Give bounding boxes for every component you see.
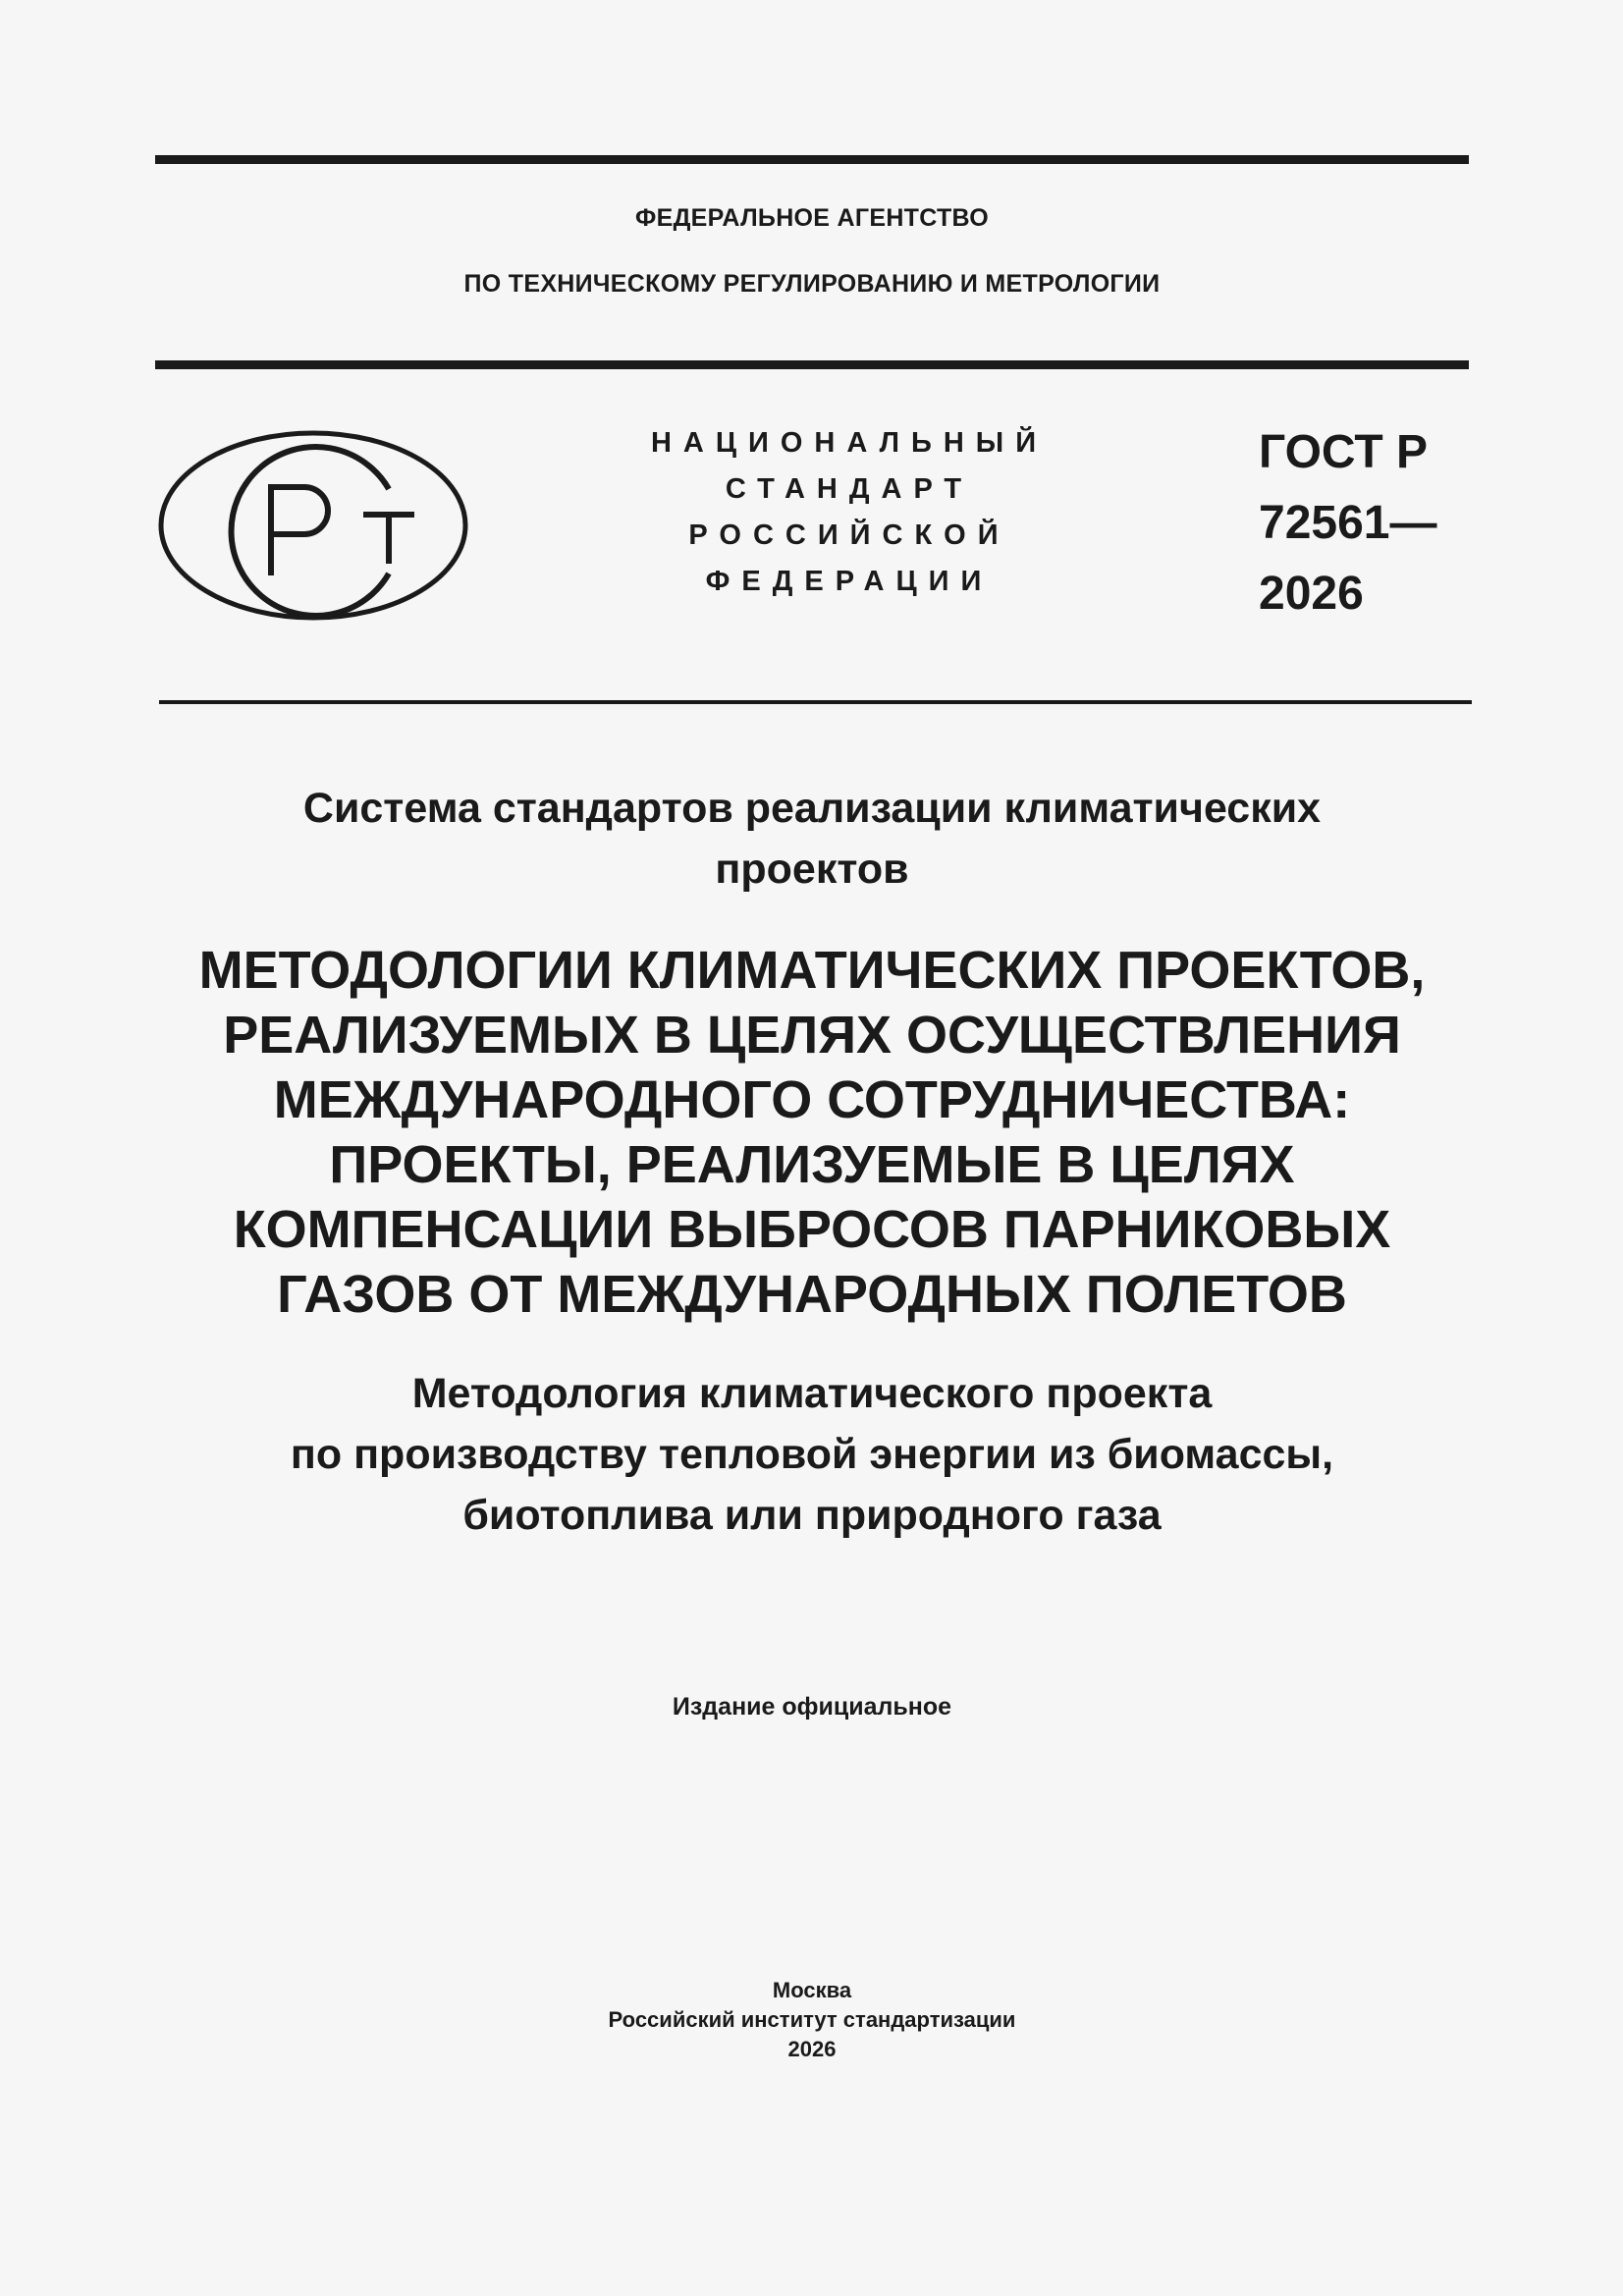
designation-line: 72561— [1259,497,1437,549]
middle-rule [155,360,1469,369]
imprint-year: 2026 [787,2037,837,2061]
agency-name-line-2: ПО ТЕХНИЧЕСКОМУ РЕГУЛИРОВАНИЮ И МЕТРОЛОГИИ [463,270,1161,298]
national-standard-line: ФЕДЕРАЦИИ [705,566,994,597]
gost-r-emblem-icon [157,428,469,623]
national-standard-line: РОССИЙСКОЙ [688,519,1010,551]
national-standard-label [604,420,1095,605]
series-title [155,778,1469,900]
subtitle-line: Методология климатического проекта [411,1370,1213,1417]
main-title-line: ГАЗОВ ОТ МЕЖДУНАРОДНЫХ ПОЛЕТОВ [277,1265,1347,1324]
main-title-line: КОМПЕНСАЦИИ ВЫБРОСОВ ПАРНИКОВЫХ [233,1200,1391,1259]
subtitle-line: биотоплива или природного газа [462,1492,1162,1539]
edition-label: Издание официальное [672,1693,952,1721]
main-title-line: МЕТОДОЛОГИИ КЛИМАТИЧЕСКИХ ПРОЕКТОВ, [198,941,1426,1000]
series-title-line: проектов [715,846,909,893]
subtitle-line: по производству тепловой энергии из биомассы, [290,1431,1334,1478]
imprint [155,1976,1469,2064]
main-title-line: МЕЖДУНАРОДНОГО СОТРУДНИЧЕСТВА: [273,1070,1351,1129]
main-title-line: РЕАЛИЗУЕМЫХ В ЦЕЛЯХ ОСУЩЕСТВЛЕНИЯ [223,1006,1401,1065]
imprint-city: Москва [772,1978,852,2002]
agency-name-line-1: ФЕДЕРАЛЬНОЕ АГЕНТСТВО [634,204,990,232]
designation-line: 2026 [1259,568,1364,620]
bottom-rule [159,700,1472,704]
top-rule [155,155,1469,164]
series-title-line: Система стандартов реализации климатических [302,785,1322,832]
national-standard-line: НАЦИОНАЛЬНЫЙ [650,427,1049,459]
subtitle [155,1363,1469,1546]
national-standard-line: СТАНДАРТ [725,473,974,505]
designation-line: ГОСТ Р [1259,426,1429,478]
main-title [137,938,1487,1327]
imprint-publisher: Российский институт стандартизации [608,2007,1016,2032]
main-title-line: ПРОЕКТЫ, РЕАЛИЗУЕМЫЕ В ЦЕЛЯХ [329,1135,1295,1194]
standard-designation [1259,417,1436,629]
